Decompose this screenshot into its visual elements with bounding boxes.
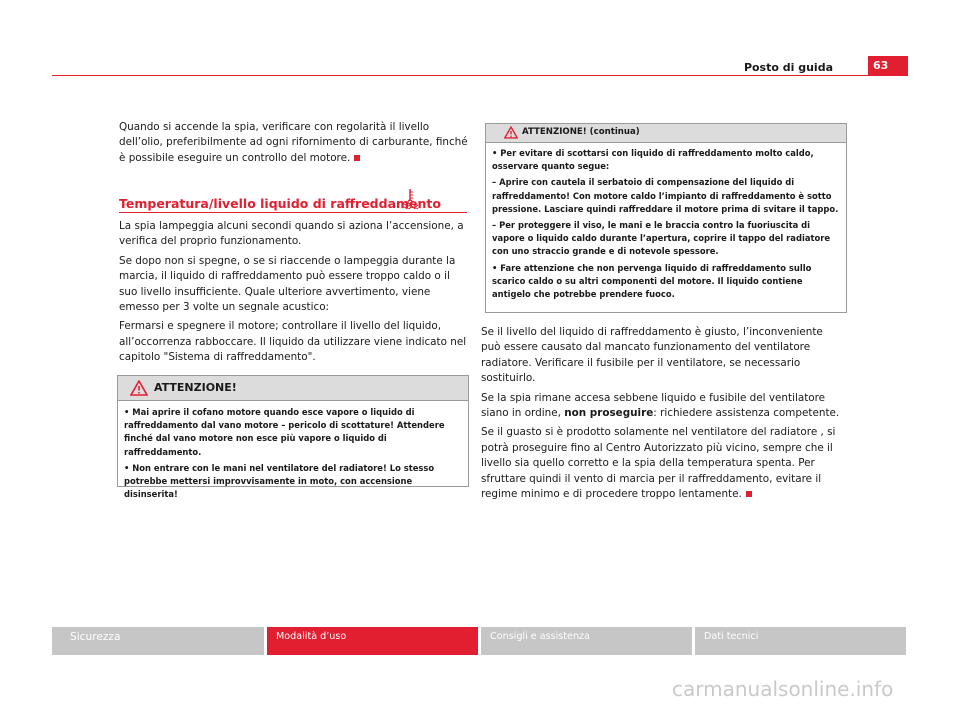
footer-tab-sicurezza[interactable]: Sicurezza — [52, 627, 264, 655]
warning-item: • Mai aprire il cofano motore quando esce vapore o liquido di raffreddamento dal vano motore – pericolo di scottature! Attendere finché dal vano motore non esce più vapore o liquido di raffreddamento. — [124, 407, 445, 457]
warning-item: – Aprire con cautela il serbatoio di compensazione del liquido di raffreddamento! Con motore caldo l’impianto di raffreddamento è sotto pressione. Lasciare quindi raffreddare il motore prima di svitare il tappo. — [492, 177, 839, 214]
end-of-section-marker — [354, 155, 360, 161]
warning-box-continued — [485, 123, 847, 313]
section-heading-title: Temperatura/livello liquido di raffreddamento — [119, 196, 441, 211]
header-divider — [52, 75, 870, 76]
warning-body — [486, 143, 846, 301]
paragraph: Se la spia rimane accesa sebbene liquido e fusibile del ventilatore siano in ordine, non proseguire: richiedere assistenza competente. — [481, 391, 840, 420]
warning-box — [117, 375, 469, 500]
coolant-temperature-icon — [399, 187, 421, 209]
warning-title: ATTENZIONE! (continua) — [522, 127, 640, 137]
warning-body — [118, 401, 468, 501]
footer-navigation — [52, 627, 909, 655]
footer-tab-dati-tecnici[interactable]: Dati tecnici — [695, 627, 906, 655]
left-column-intro — [119, 120, 469, 170]
warning-triangle-icon — [130, 380, 148, 396]
paragraph: Fermarsi e spegnere il motore; controllare il livello del liquido, all’occorrenza rabboccare. Il liquido da utilizzare viene indicato nel capitolo "Sistema di raffreddamento". — [119, 320, 467, 364]
warning-header — [486, 124, 846, 143]
watermark: carmanualsonline.info — [672, 677, 894, 701]
left-column-body — [119, 219, 469, 370]
footer-tab-modalita-uso[interactable]: Modalità d’uso — [267, 627, 478, 655]
intro-paragraph: Quando si accende la spia, verificare con regolarità il livello dell’olio, preferibilmente ad ogni rifornimento di carburante, finché è possibile eseguire un controllo del motore. — [119, 121, 468, 164]
warning-item: – Per proteggere il viso, le mani e le braccia contro la fuoriuscita di vapore o liquido caldo durante l’apertura, coprire il tappo del radiatore con uno straccio grande e di notevole spessore. — [492, 220, 831, 257]
warning-header — [118, 376, 468, 401]
warning-item: • Non entrare con le mani nel ventilatore del radiatore! Lo stesso potrebbe mettersi improvvisamente in moto, con accensione disinserita! — [124, 462, 435, 500]
emphasis: non proseguire — [564, 407, 654, 420]
warning-item: • Fare attenzione che non pervenga liquido di raffreddamento sullo scarico caldo o su altri componenti del motore. Il liquido contiene antigelo che potrebbe prendere fuoco. — [492, 262, 812, 300]
right-column-body — [481, 325, 843, 506]
footer-tab-consigli-assistenza[interactable]: Consigli e assistenza — [481, 627, 692, 655]
paragraph: Se il livello del liquido di raffreddamento è giusto, l’inconveniente può essere causato dal mancato funzionamento del ventilatore radiatore. Verificare il fusibile per il ventilatore, se necessario sostituirlo. — [481, 326, 823, 385]
paragraph: La spia lampeggia alcuni secondi quando si aziona l’accensione, a verifica del proprio funzionamento. — [119, 220, 464, 248]
warning-title: ATTENZIONE! — [154, 381, 237, 394]
warning-item: • Per evitare di scottarsi con liquido di raffreddamento molto caldo, osservare quanto segue: — [492, 148, 814, 172]
end-of-section-marker — [746, 491, 752, 497]
paragraph: Se dopo non si spegne, o se si riaccende o lampeggia durante la marcia, il liquido di raffreddamento può essere troppo caldo o il suo livello insufficiente. Quale ulteriore avvertimento, viene emesso per 3 volte un segnale acustico: — [119, 254, 456, 314]
page-section-title: Posto di guida — [743, 61, 833, 74]
paragraph: Se il guasto si è prodotto solamente nel ventilatore del radiatore , si potrà proseguire fino al Centro Autorizzato più vicino, sempre che il livello sia quello corretto e la spia della temperatura spenta. Per sfruttare quindi il vento di marcia per il raffreddamento, evitare il regime minimo e di procedere troppo lentamente. — [481, 426, 836, 501]
warning-triangle-icon — [504, 126, 518, 139]
page-number: 63 — [868, 56, 908, 76]
section-heading — [119, 193, 467, 213]
